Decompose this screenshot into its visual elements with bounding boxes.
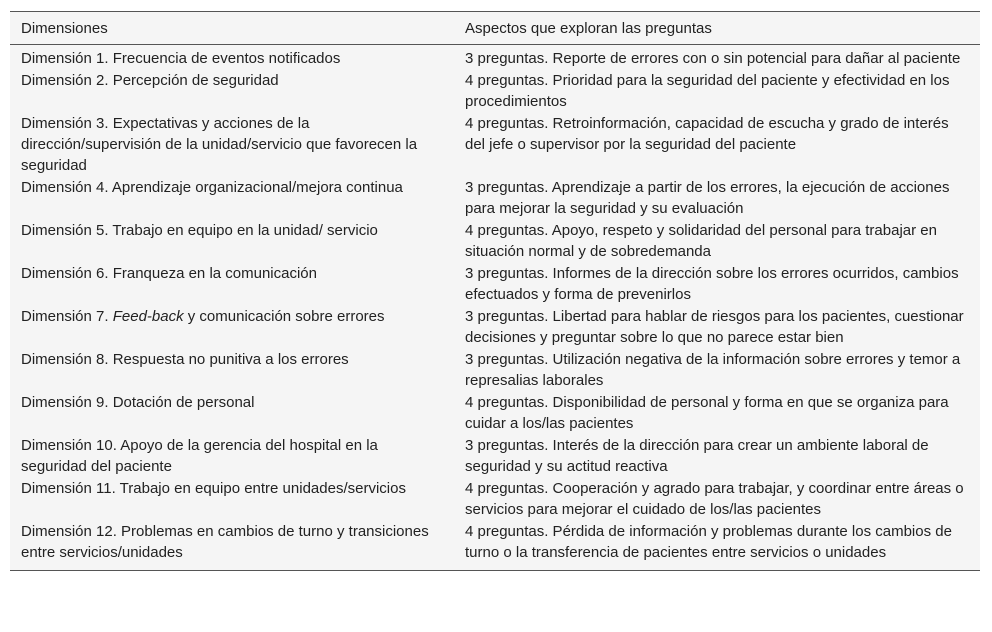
dimension-cell: Dimensión 3. Expectativas y acciones de la dirección/supervisión de la unidad/servicio que favorecen la seguridad	[21, 114, 418, 174]
dimension-italic: Feed-back	[112, 307, 184, 325]
table-row	[10, 435, 980, 478]
dimension-suffix: y comunicación sobre errores	[183, 307, 385, 325]
dimension-cell: Dimensión 6. Franqueza en la comunicación	[21, 264, 317, 282]
dimension-cell: Dimensión 8. Respuesta no punitiva a los errores	[21, 350, 349, 368]
aspects-cell: 4 preguntas. Retroinformación, capacidad de escucha y grado de interés del jefe o supervisor por la seguridad del paciente	[465, 114, 949, 153]
table-row	[10, 263, 980, 306]
table-row	[10, 521, 980, 570]
aspects-cell: 3 preguntas. Libertad para hablar de riesgos para los pacientes, cuestionar decisiones y preguntar sobre lo que no parece estar bien	[465, 307, 964, 346]
dimension-prefix: Dimensión 7.	[21, 307, 113, 325]
dimension-cell: Dimensión 12. Problemas en cambios de turno y transiciones entre servicios/unidades	[21, 522, 429, 561]
aspects-cell: 4 preguntas. Pérdida de información y problemas durante los cambios de turno o la transferencia de pacientes entre servicios o unidades	[465, 522, 952, 561]
table-header-row	[10, 12, 980, 44]
aspects-cell: 4 preguntas. Apoyo, respeto y solidaridad del personal para trabajar en situación normal y de sobredemanda	[465, 221, 937, 260]
dimension-cell: Dimensión 2. Percepción de seguridad	[21, 71, 279, 89]
table-row	[10, 306, 980, 349]
table-row	[10, 177, 980, 220]
dimensions-table-container	[10, 11, 980, 571]
header-dimensiones: Dimensiones	[10, 12, 454, 44]
aspects-cell: 4 preguntas. Cooperación y agrado para trabajar, y coordinar entre áreas o servicios para mejorar el cuidado de los/las pacientes	[465, 479, 964, 518]
dimension-cell: Dimensión 11. Trabajo en equipo entre unidades/servicios	[21, 479, 406, 497]
dimension-cell: Dimensión 10. Apoyo de la gerencia del hospital en la seguridad del paciente	[21, 436, 378, 475]
aspects-cell: 4 preguntas. Disponibilidad de personal y forma en que se organiza para cuidar a los/las pacientes	[465, 393, 949, 432]
aspects-cell: 4 preguntas. Prioridad para la seguridad del paciente y efectividad en los procedimientos	[465, 71, 950, 110]
dimensions-table	[10, 12, 980, 570]
dimension-cell	[10, 306, 454, 349]
aspects-cell: 3 preguntas. Aprendizaje a partir de los errores, la ejecución de acciones para mejorar la seguridad y su evaluación	[465, 178, 950, 217]
dimension-cell: Dimensión 9. Dotación de personal	[21, 393, 255, 411]
header-aspectos: Aspectos que exploran las preguntas	[454, 12, 980, 44]
table-row	[10, 44, 980, 70]
dimension-cell: Dimensión 5. Trabajo en equipo en la unidad/ servicio	[21, 221, 378, 239]
dimension-cell: Dimensión 4. Aprendizaje organizacional/mejora continua	[21, 178, 403, 196]
table-row	[10, 113, 980, 177]
aspects-cell: 3 preguntas. Informes de la dirección sobre los errores ocurridos, cambios efectuados y forma de prevenirlos	[465, 264, 959, 303]
table-row	[10, 220, 980, 263]
aspects-cell: 3 preguntas. Reporte de errores con o sin potencial para dañar al paciente	[465, 49, 961, 67]
table-row	[10, 478, 980, 521]
dimension-cell: Dimensión 1. Frecuencia de eventos notificados	[21, 49, 341, 67]
table-row	[10, 392, 980, 435]
aspects-cell: 3 preguntas. Utilización negativa de la información sobre errores y temor a represalias laborales	[465, 350, 961, 389]
aspects-cell: 3 preguntas. Interés de la dirección para crear un ambiente laboral de seguridad y su actitud reactiva	[465, 436, 929, 475]
table-row	[10, 349, 980, 392]
table-row	[10, 70, 980, 113]
